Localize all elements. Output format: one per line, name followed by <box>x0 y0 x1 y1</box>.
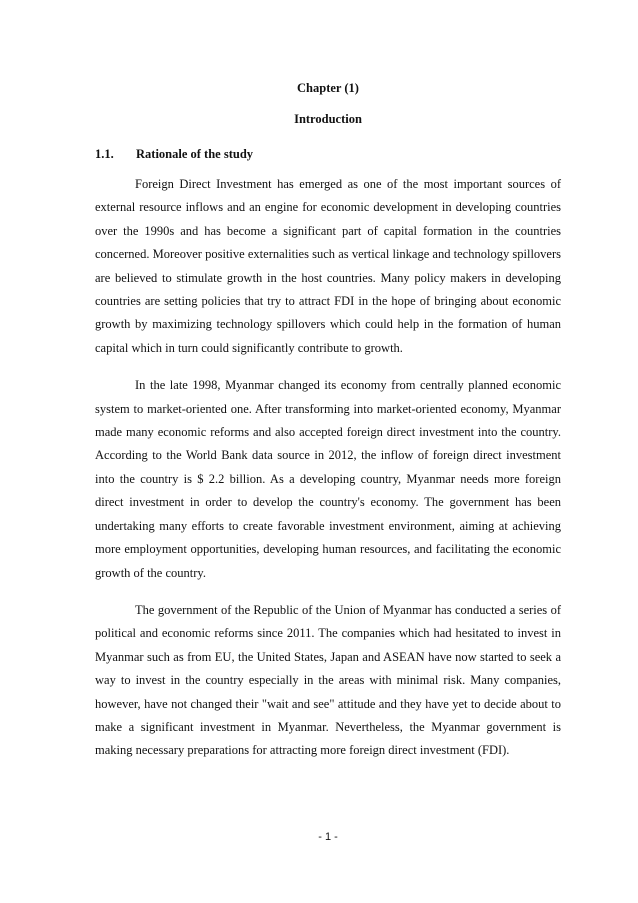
section-title: Rationale of the study <box>136 147 254 161</box>
page-number: - 1 - <box>318 831 338 843</box>
paragraph-government-reforms: The government of the Republic of the Union of Myanmar has conducted a series of political and economic reforms since 2011. The companies which had hesitated to invest in Myanmar such as from EU, the United States, Japan and ASEAN have now started to seek a way to invest in the country especially in the areas with minimal risk. Many companies, however, have not changed their "wait and see" attitude and they have yet to decide about to make a significant investment in Myanmar. Nevertheless, the Myanmar government is making necessary preparations for attracting more foreign direct investment (FDI). <box>95 602 561 758</box>
paragraph-fdi-overview: Foreign Direct Investment has emerged as one of the most important sources of external resource inflows and an engine for economic development in developing countries over the 1990s and has become a significant part of capital formation in the countries concerned. Moreover positive externalities such as vertical linkage and technology spillovers are believed to stimulate growth in the host countries. Many policy makers in developing countries are setting policies that try to attract FDI in the hope of bringing about economic growth by maximizing technology spillovers which could help in the formation of human capital which in turn could significantly contribute to growth. <box>95 177 561 355</box>
section-number: 1.1. <box>95 147 114 161</box>
paragraph-myanmar-economy: In the late 1998, Myanmar changed its economy from centrally planned economic system to market-oriented one. After transforming into market-oriented economy, Myanmar made many economic reforms and also accepted foreign direct investment into the country. According to the World Bank data source in 2012, the inflow of foreign direct investment into the country is $ 2.2 billion. As a developing country, Myanmar needs more foreign direct investment in order to develop the country's economy. The government has been undertaking many efforts to create favorable investment environment, aiming at achieving more employment opportunities, developing human resources, and facilitating the economic growth of the country. <box>95 378 561 580</box>
section-heading <box>95 146 253 162</box>
chapter-subtitle: Introduction <box>294 112 362 126</box>
chapter-title: Chapter (1) <box>297 81 359 95</box>
body-text <box>95 173 561 777</box>
